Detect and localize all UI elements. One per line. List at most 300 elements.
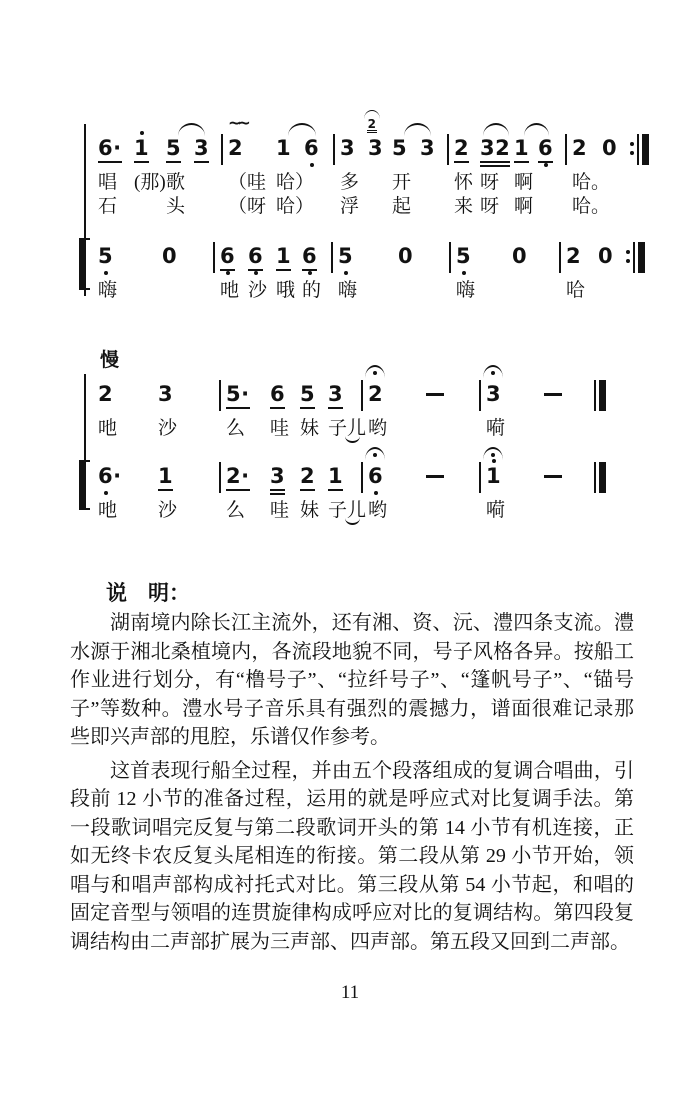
repeat-dot [630,142,634,146]
note-row [194,136,218,162]
note-upper-area [98,228,162,244]
note-column [392,120,420,219]
note-column [328,366,367,441]
duration-dash [426,475,444,478]
note-upper-area [304,120,330,136]
note-digit: 1 [486,464,502,488]
note-upper-area [514,120,538,136]
note-row [392,136,420,162]
note-digit: 5 [98,244,114,268]
note-lower-area [194,162,218,171]
note-lower-area [270,490,300,499]
lyric-syllable [538,195,562,219]
note-lower-area [340,162,368,171]
note-lower-area [304,162,330,171]
note-digit: 0 [602,136,618,160]
note-row [226,382,270,408]
note-lower-area [300,408,328,417]
note-upper-area [228,113,276,136]
note-lower-area [540,501,592,510]
note-upper-area [486,366,540,382]
note-column [338,228,398,303]
barline [630,136,654,162]
note-digit: 3 [420,136,436,160]
octave-dot-below [462,271,466,275]
barline-thin [594,380,596,411]
note-row [514,136,538,162]
octave-dot-below [544,163,548,167]
note-column [420,120,444,219]
note-lower-area [456,270,512,279]
note-upper-area [134,120,166,136]
note-lower-area [598,270,626,279]
lyric-syllable [598,279,626,303]
barline [210,244,220,270]
fermata-dot [373,453,377,457]
lyric-syllable: 多 [340,172,360,193]
duration-dash [544,475,562,478]
note-column [158,366,216,441]
note-column [486,366,540,441]
note-lower-area [220,270,248,279]
lyric-syllable: 哟 [368,418,388,439]
note-upper-area [367,117,392,136]
note-upper-area [398,228,446,244]
note-column [276,120,315,219]
fermata-icon [365,365,385,378]
octave-dot-above [140,131,144,135]
barline-thin [447,134,449,165]
barline-thin [449,242,451,273]
barline-thin [331,242,333,273]
barline [216,382,226,408]
note-digit: 6 [304,136,320,160]
note-column [98,120,134,219]
duration-dash [544,393,562,396]
note-lower-area [98,490,158,499]
note-column [226,366,270,441]
lyric-syllable: 哈。 [572,196,611,217]
barline-cell [328,228,338,270]
note-lower-area [134,162,166,171]
octave-dot-below [308,271,312,275]
explanation-title: 说 明： [106,581,190,605]
barline-cell [210,228,220,270]
lyric-syllable: 啊 [514,196,534,217]
lyric-syllable [420,171,444,195]
lyric-syllable: 子儿 [328,499,358,523]
note-lower-area [162,270,210,279]
lyric-syllable [512,279,556,303]
fermata-dot [373,371,377,375]
note-column [270,366,300,441]
note-column [98,228,162,303]
tempo-marking: 慢 [100,350,120,371]
octave-dot-below [374,491,378,495]
note-column [566,228,598,303]
lyric-syllable [398,279,446,303]
note-row [328,464,358,490]
note-row [368,382,422,408]
barline-cell [562,120,572,162]
note-upper-area [566,228,598,244]
note-lower-area [228,162,276,171]
note-lower-area [392,162,420,171]
note-upper-area [248,228,276,244]
note-upper-area [454,120,480,136]
note-lower-area [486,408,540,417]
note-column [367,117,392,219]
note-upper-area [368,366,422,382]
lyric-syllable: 哦 [276,280,296,301]
note-row [304,136,330,162]
note-digit: 3 [340,136,356,160]
note-column [512,228,556,303]
barline [476,464,486,490]
octave-dot-below [104,271,108,275]
note-column [538,120,562,219]
lyric-syllable [538,171,562,195]
note-lower-area [540,419,592,428]
note-digit: 5 [300,382,315,409]
note-row [276,136,304,162]
barline [328,244,338,270]
barline-thick [599,462,606,493]
note-upper-area [422,366,476,382]
barline-cell [330,120,340,162]
note-column [368,448,422,523]
repeat-dot [626,259,630,263]
lyric-syllable: 嗨 [456,280,476,301]
note-upper-area [276,120,304,136]
note-column [486,448,540,523]
barline [626,244,650,270]
note-row [220,244,248,270]
note-digit: 6 [270,382,285,409]
note-row [512,244,556,270]
lyric-syllable: （哇 [228,172,267,193]
lyric-syllable: （呀 [228,196,267,217]
note-digit: 5 [456,244,472,268]
lyric-syllable: 沙 [248,280,268,301]
note-upper-area [328,448,358,464]
note-upper-area [226,448,270,464]
note-row [270,382,300,408]
note-digit: 5· [226,382,250,409]
note-column [302,228,328,303]
note-column [340,117,376,219]
note-lower-area [98,162,134,171]
barline-cell [630,120,654,162]
barline [556,244,566,270]
lyric-syllable: 吔 [98,500,118,521]
note-row [480,136,514,162]
note-lower-area [300,490,328,499]
barline-cell [444,120,454,162]
barline-cell [216,366,226,408]
note-column [422,448,476,534]
note-lower-area [226,408,270,417]
lyric-syllable: 吔 [220,280,240,301]
note-row [338,244,398,270]
note-upper-area [420,120,444,136]
octave-dot-below [226,271,230,275]
note-column [220,228,248,303]
note-upper-area [98,448,158,464]
explanation-paragraph-1: 湖南境内除长江主流外，还有湘、资、沅、澧四条支流。澧水源于湘北桑植境内，各流段地貌不同，号子风格各异。按船工作业进行划分，有“橹号子”、“拉纤号子”、“篷帆号子”、“锚号子”等数种。澧水号子音乐具有强烈的震撼力，谱面很难记录那些即兴声部的甩腔，乐谱仅作参考。 [70,612,634,748]
barline-thin [333,134,335,165]
lyric-syllable: 啊 [514,172,534,193]
note-upper-area [540,366,592,382]
note-column [572,120,611,219]
note-upper-area [220,228,248,244]
note-row [486,464,540,490]
note-lower-area [276,270,302,279]
note-digit: 3 [328,382,343,409]
note-column [328,448,367,523]
note-upper-area [338,228,398,244]
note-column [602,120,630,219]
barline-thin [479,462,481,493]
barline-thin [594,462,596,493]
lyric-syllable: 唱 [98,172,118,193]
note-row [166,136,194,162]
note-column [166,120,194,219]
note-lower-area [226,490,270,499]
barline-thin [219,380,221,411]
note-row [228,136,276,162]
note-digit: 0 [598,244,614,268]
note-lower-area [98,408,158,417]
note-upper-area [598,228,626,244]
octave-dot-below [104,491,108,495]
barline-thin [565,134,567,165]
note-digit: 3 [158,382,174,406]
note-digit: 3 [486,382,502,406]
note-upper-area [302,228,328,244]
note-column [300,366,328,441]
note-digit: 2· [226,464,250,491]
octave-dot-below [344,271,348,275]
note-upper-area [602,120,630,136]
barline-cell [626,228,650,270]
lyric-syllable: 哟 [368,500,388,521]
note-lower-area [486,490,540,499]
lyric-syllable: 嗬 [486,418,506,439]
lyric-syllable [162,279,210,303]
lyric-syllable: 歌 [166,172,186,193]
barline-thin [637,134,639,165]
note-digit: 32 [480,136,510,167]
lyric-syllable: 嗨 [338,280,358,301]
note-lower-area [270,408,300,417]
note-row [248,244,276,270]
note-upper-area [300,448,328,464]
note-digit: 2 [566,244,582,268]
lyric-syllable: 嗬 [486,500,506,521]
lyric-syllable [134,195,166,219]
barline [446,244,456,270]
note-lower-area [422,501,476,510]
note-digit: 6 [538,136,553,163]
note-digit: 0 [512,244,528,268]
note-column [228,113,276,219]
lyric-syllable: (那) [134,172,166,193]
note-column [598,228,626,303]
note-row [566,244,598,270]
repeat-dot [630,151,634,155]
note-lower-area [368,162,392,171]
note-digit: 3 [270,464,285,495]
note-row [300,464,328,490]
note-upper-area [158,448,216,464]
mordent-icon: ~~ [228,113,247,132]
lyric-syllable: 头 [166,196,186,217]
score-system-group-1 [84,113,700,326]
music-line-3 [98,366,610,452]
music-line-2 [98,228,650,303]
note-digit: 1 [328,464,343,491]
note-row [602,136,630,162]
voice-bracket [79,238,90,290]
note-column [276,228,302,303]
barline-thin [361,462,363,493]
note-lower-area [338,270,398,279]
note-digit: 0 [398,244,414,268]
barline [216,464,226,490]
note-lower-area [566,270,598,279]
note-column [480,120,514,219]
note-upper-area [166,120,194,136]
note-upper-area [512,228,556,244]
note-row [158,464,216,490]
note-row [422,475,476,501]
octave-dot-above [492,459,496,463]
note-column [226,448,270,523]
note-row [538,136,562,162]
note-row [398,244,446,270]
note-lower-area [328,408,358,417]
note-column [194,120,218,219]
note-digit: 1 [276,244,291,271]
barline-cell [556,228,566,270]
note-lower-area [538,162,562,171]
note-lower-area [98,270,162,279]
barline-thick [642,134,649,165]
note-upper-area [572,120,602,136]
note-row [302,244,328,270]
note-digit: 3 [194,136,209,163]
lyric-syllable [304,171,330,195]
note-column [134,120,166,219]
note-digit: 0 [162,244,178,268]
note-row [422,393,476,419]
barline-thin [221,134,223,165]
explanation-paragraph-2: 这首表现行船全过程，并由五个段落组成的复调合唱曲，引段前 12 小节的准备过程，运用的就是呼应式对比复调手法。第一段歌词唱完反复与第二段歌词开头的第 14 小节有机连接，正如无终卡农反复头尾相连的衔接。第二段从第 29 小节开始，领唱与和唱声部构成衬托式对比。第三段从第 54 小节起，和唱的固定音型与领唱的连贯旋律构成呼应对比的复调结构。第四段复调结构由二声部扩展为三声部、四声部。第五段又回到二声部。 [70,759,634,953]
barline-thin [219,462,221,493]
note-row [540,475,592,501]
repeat-dot [626,250,630,254]
note-upper-area [226,366,270,382]
lyric-syllable: 哇 [270,418,290,439]
lyric-syllable: 来 [454,196,474,217]
barline [330,136,340,162]
note-digit: 6 [302,244,317,271]
lyric-syllable: 哈） [276,172,315,193]
note-column [540,366,592,452]
note-lower-area [480,162,514,171]
fermata-dot [491,371,495,375]
music-line-4 [98,448,610,534]
barline-thick [599,380,606,411]
note-row [454,136,480,162]
grace-note: 2 [367,117,376,131]
note-lower-area [166,162,194,171]
note-lower-area [422,419,476,428]
lyric-slur [345,436,360,443]
note-lower-area [328,490,358,499]
lyric-syllable: 浮 [340,196,360,217]
note-row [486,382,540,408]
note-column [540,448,592,534]
barline-cell [592,448,610,490]
note-digit: 1 [514,136,529,163]
lyric-syllable: 哈。 [572,172,611,193]
note-row [134,136,166,162]
slur-arc [483,123,509,136]
note-row [98,382,158,408]
lyric-syllable [194,195,218,219]
lyric-syllable: 妹 [300,500,320,521]
note-row [328,382,358,408]
score-system-group-2 [84,350,700,550]
lyric-syllable [602,171,630,195]
note-digit: 1 [276,136,292,160]
note-digit: 5 [338,244,354,268]
note-digit: 1 [158,464,173,491]
note-lower-area [398,270,446,279]
lyric-syllable: 么 [226,500,246,521]
fermata-icon [365,447,385,460]
lyric-syllable [422,510,476,534]
note-upper-area [270,448,300,464]
note-digit: 3 [368,136,384,160]
note-digit: 6 [368,464,384,488]
note-column [398,228,446,303]
fermata-icon [483,365,503,378]
note-row [270,464,300,490]
barline-cell [218,120,228,162]
note-column [368,366,422,441]
note-digit: 6· [98,464,122,488]
note-lower-area [368,408,422,417]
note-column [248,228,276,303]
note-digit: 6 [220,244,235,271]
note-digit: 1 [134,136,149,163]
note-digit: 2 [454,136,469,163]
note-row [226,464,270,490]
note-row [368,464,422,490]
note-upper-area [162,228,210,244]
note-row [300,382,328,408]
lyric-syllable: 的 [302,280,322,301]
note-upper-area [540,448,592,464]
lyric-syllable: 哈） [276,196,315,217]
lyric-syllable: 呀 [480,172,500,193]
lyric-syllable [304,195,330,219]
note-column [456,228,512,303]
lyric-syllable: 吔 [98,418,118,439]
